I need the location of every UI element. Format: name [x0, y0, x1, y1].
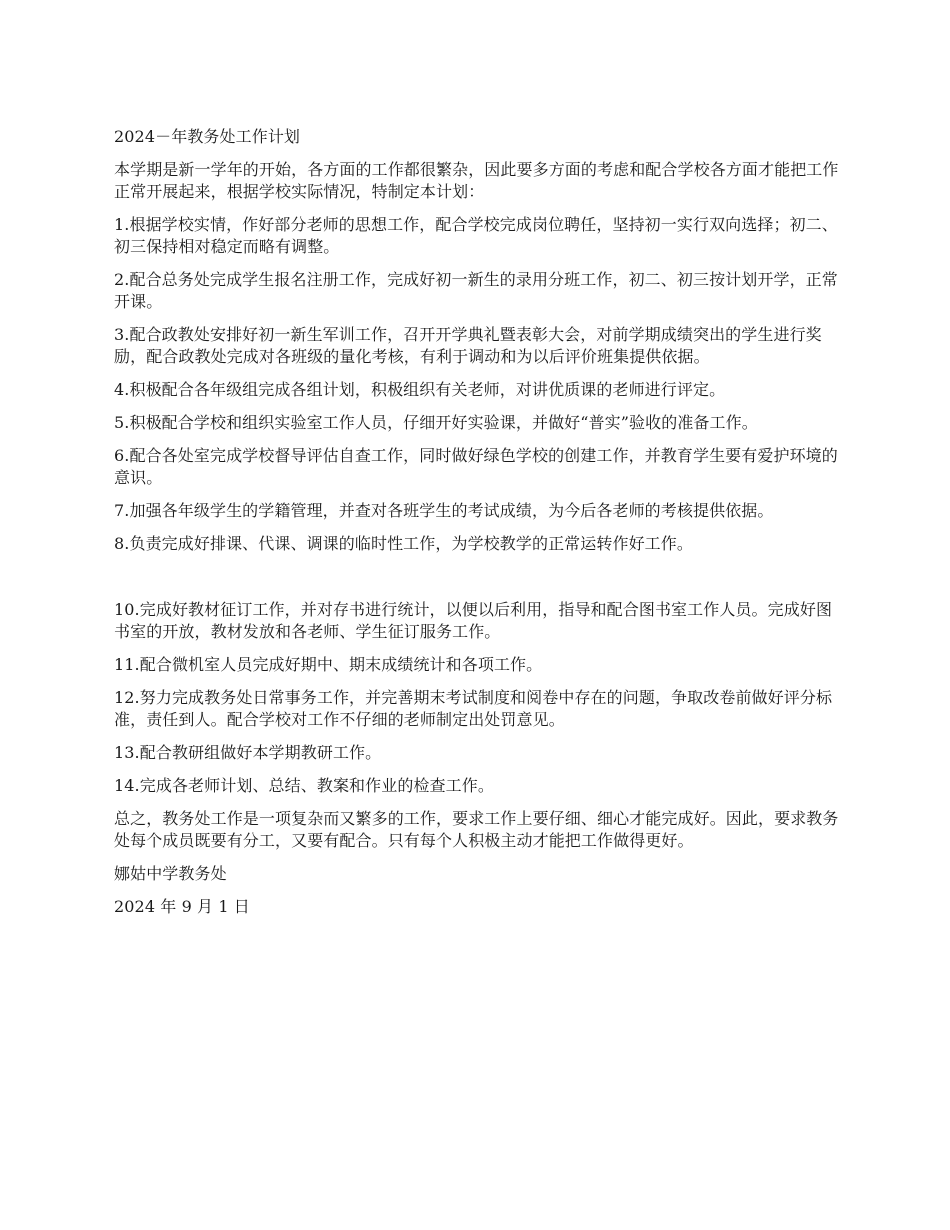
plan-item-6: 6.配合各处室完成学校督导评估自查工作，同时做好绿色学校的创建工作，并教育学生要有爱护环境的意识。 — [114, 446, 838, 487]
plan-item-5: 5.积极配合学校和组织实验室工作人员，仔细开好实验课，并做好“普实”验收的准备工作。 — [114, 413, 758, 432]
plan-item-3: 3.配合政教处安排好初一新生军训工作，召开开学典礼暨表彰大会，对前学期成绩突出的学生进行奖励，配合政教处完成对各班级的量化考核，有利于调动和为以后评价班集提供依据。 — [114, 325, 822, 366]
signature: 娜姑中学教务处 — [114, 864, 227, 883]
plan-item-1: 1.根据学校实情，作好部分老师的思想工作，配合学校完成岗位聘任，坚持初一实行双向选择；初二、初三保持相对稳定而略有调整。 — [114, 215, 838, 256]
conclusion-paragraph: 总之，教务处工作是一项复杂而又繁多的工作，要求工作上要仔细、细心才能完成好。因此，要求教务处每个成员既要有分工，又要有配合。只有每个人积极主动才能把工作做得更好。 — [114, 809, 839, 850]
document-page — [114, 126, 844, 929]
plan-item-2: 2.配合总务处完成学生报名注册工作，完成好初一新生的录用分班工作，初二、初三按计划开学，正常开课。 — [114, 270, 838, 311]
plan-item-10: 10.完成好教材征订工作，并对存书进行统计，以便以后利用，指导和配合图书室工作人员。完成好图书室的开放，教材发放和各老师、学生征订服务工作。 — [114, 600, 833, 641]
plan-item-13: 13.配合教研组做好本学期教研工作。 — [114, 743, 382, 762]
plan-item-7: 7.加强各年级学生的学籍管理，并查对各班学生的考试成绩，为今后各老师的考核提供依据。 — [114, 501, 774, 520]
blank-spacer — [114, 566, 844, 599]
intro-paragraph: 本学期是新一学年的开始，各方面的工作都很繁杂，因此要多方面的考虑和配合学校各方面才能把工作正常开展起来，根据学校实际情况，特制定本计划： — [114, 160, 839, 201]
plan-item-12: 12.努力完成教务处日常事务工作，并完善期末考试制度和阅卷中存在的问题，争取改卷前做好评分标准，责任到人。配合学校对工作不仔细的老师制定出处罚意见。 — [114, 688, 833, 729]
plan-item-8: 8.负责完成好排课、代课、调课的临时性工作，为学校教学的正常运转作好工作。 — [114, 534, 693, 553]
plan-item-4: 4.积极配合各年级组完成各组计划，积极组织有关老师，对讲优质课的老师进行评定。 — [114, 380, 726, 399]
plan-item-14: 14.完成各老师计划、总结、教案和作业的检查工作。 — [114, 776, 494, 795]
document-date: 2024 年 9 月 1 日 — [114, 897, 250, 916]
plan-item-11: 11.配合微机室人员完成好期中、期末成绩统计和各项工作。 — [114, 655, 543, 674]
document-title: 2024－年教务处工作计划 — [114, 127, 301, 146]
